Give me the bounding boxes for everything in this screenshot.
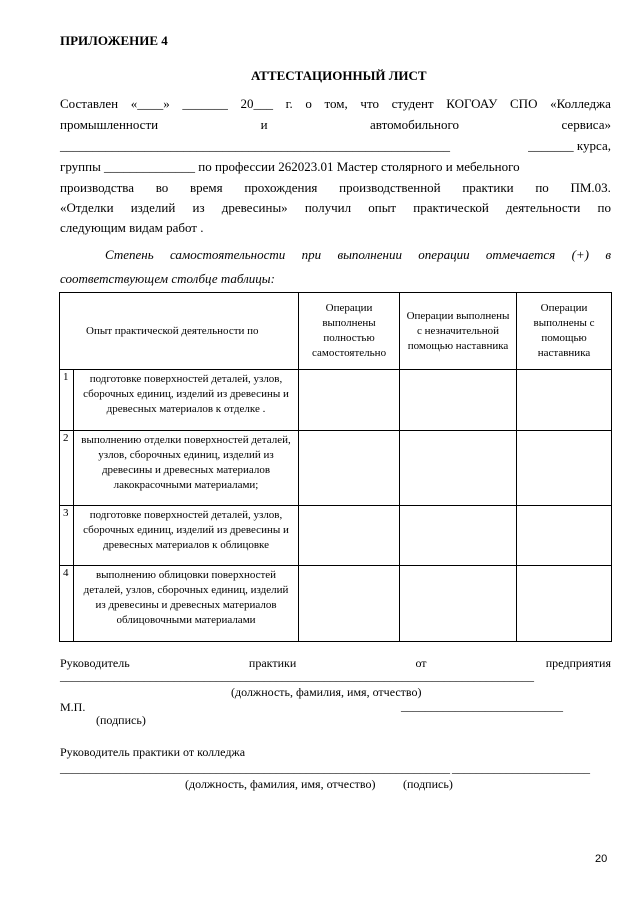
- supervisor-word: Руководитель: [60, 656, 130, 670]
- enterprise-name-caption: (должность, фамилия, имя, отчество): [231, 685, 422, 699]
- intro-line-6: [60, 200, 611, 216]
- intro-word: древесины»: [221, 200, 288, 215]
- intro-word: во: [155, 180, 169, 195]
- intro-word: г.: [285, 96, 293, 111]
- intro-word: автомобильного: [370, 117, 460, 132]
- cell-independent[interactable]: [299, 506, 400, 566]
- year-blank: 20___: [240, 96, 273, 111]
- cell-with-help[interactable]: [517, 566, 612, 642]
- intro-line-4: группы ______________ по профессии 262023.01 Мастер столярного и мебельного: [60, 159, 520, 174]
- enterprise-supervisor-blank[interactable]: _______________________________________________________________________________: [60, 669, 534, 683]
- intro-word: производства: [60, 180, 135, 195]
- intro-line-1: [60, 96, 611, 112]
- experience-table: [59, 292, 612, 642]
- intro-word: ПМ.03.: [570, 180, 611, 195]
- page-number: 20: [595, 853, 608, 865]
- cell-minor-help[interactable]: [400, 431, 517, 506]
- intro-line-5: [60, 180, 611, 196]
- college-supervisor-blank[interactable]: _________________________________________________________________: [60, 761, 450, 775]
- cell-with-help[interactable]: [517, 370, 612, 431]
- intro-word: Составлен: [60, 96, 119, 111]
- note-word: выполнении: [337, 247, 402, 262]
- table-row: [60, 370, 612, 431]
- intro-word: практической: [413, 200, 489, 215]
- row-number: 1: [60, 370, 74, 431]
- intro-word: производственной: [339, 180, 441, 195]
- stamp-label: М.П.: [60, 700, 86, 714]
- intro-word: сервиса»: [561, 117, 611, 132]
- student-name-blank: ____________________________________________________________: [60, 138, 450, 153]
- note-word: в: [605, 247, 611, 262]
- intro-word: прохождения: [244, 180, 318, 195]
- day-blank: «____»: [130, 96, 170, 111]
- intro-line-2: [60, 117, 611, 133]
- row-description: выполнению отделки поверхностей деталей, узлов, сборочных единиц, изделий из древесины и древесных материалов лакокрасочными материалами;: [74, 431, 299, 506]
- cell-minor-help[interactable]: [400, 566, 517, 642]
- table-header-row: [60, 293, 612, 370]
- intro-word: деятельности: [505, 200, 581, 215]
- cell-independent[interactable]: [299, 566, 400, 642]
- cell-minor-help[interactable]: [400, 370, 517, 431]
- cell-minor-help[interactable]: [400, 506, 517, 566]
- intro-word: опыт: [368, 200, 397, 215]
- intro-word: из: [192, 200, 205, 215]
- intro-word: «Отделки: [60, 200, 114, 215]
- intro-word: о: [305, 96, 312, 111]
- row-number: 2: [60, 431, 74, 506]
- row-description: подготовке поверхностей деталей, узлов, сборочных единиц, изделий из древесины и древесных материалов к отделке .: [74, 370, 299, 431]
- intro-word: по: [597, 200, 611, 215]
- note-line-2: соответствующем столбце таблицы:: [60, 271, 275, 286]
- row-number: 3: [60, 506, 74, 566]
- table-row: [60, 431, 612, 506]
- cell-with-help[interactable]: [517, 506, 612, 566]
- note-word: операции: [418, 247, 470, 262]
- row-description: выполнению облицовки поверхностей деталей, узлов, сборочных единиц, изделий из древесины и древесных материалов облицовочными материалами: [74, 566, 299, 642]
- intro-word: по: [535, 180, 549, 195]
- intro-word: промышленности: [60, 117, 159, 132]
- intro-word: студент: [391, 96, 434, 111]
- note-word: самостоятельности: [170, 247, 286, 262]
- college-signature-blank[interactable]: _______________________: [452, 761, 590, 775]
- enterprise-signature-blank[interactable]: ___________________________: [401, 699, 563, 713]
- table-row: [60, 506, 612, 566]
- course-blank: _______ курса,: [528, 138, 611, 153]
- signature-caption: (подпись): [96, 713, 146, 727]
- header-experience: [60, 293, 299, 370]
- college-supervisor-label: Руководитель практики от колледжа: [60, 745, 246, 759]
- note-line-1: [105, 247, 611, 263]
- header-experience-label: Опыт практической деятельности по: [86, 324, 259, 337]
- cell-with-help[interactable]: [517, 431, 612, 506]
- intro-word: «Колледжа: [550, 96, 611, 111]
- intro-word: том,: [324, 96, 348, 111]
- header-independent: Операции выполнены полностью самостоятельно: [299, 293, 400, 370]
- row-number: 4: [60, 566, 74, 642]
- intro-word: и: [260, 117, 268, 132]
- month-blank: _______: [182, 96, 228, 111]
- intro-word: получил: [304, 200, 352, 215]
- supervisor-word: предприятия: [545, 656, 611, 670]
- sheet-title: АТТЕСТАЦИОННЫЙ ЛИСТ: [251, 68, 427, 83]
- college-name-caption: (должность, фамилия, имя, отчество): [185, 777, 376, 791]
- note-word: (+): [571, 247, 589, 262]
- note-word: Степень: [105, 247, 154, 262]
- intro-word: КОГОАУ: [446, 96, 498, 111]
- intro-word: изделий: [130, 200, 176, 215]
- intro-word: что: [360, 96, 379, 111]
- header-minor-help: Операции выполнены с незначительной помощью наставника: [400, 293, 517, 370]
- cell-independent[interactable]: [299, 431, 400, 506]
- intro-word: практики: [462, 180, 514, 195]
- note-word: отмечается: [485, 247, 556, 262]
- college-signature-caption: (подпись): [403, 777, 453, 791]
- intro-word: СПО: [510, 96, 538, 111]
- supervisor-word: от: [415, 656, 427, 670]
- table-row: [60, 566, 612, 642]
- note-word: при: [301, 247, 322, 262]
- intro-line-7: следующим видам работ .: [60, 220, 204, 235]
- row-description: подготовке поверхностей деталей, узлов, сборочных единиц, изделий из древесины и древесных материалов к облицовке: [74, 506, 299, 566]
- intro-word: время: [190, 180, 223, 195]
- appendix-title: ПРИЛОЖЕНИЕ 4: [60, 33, 168, 48]
- cell-independent[interactable]: [299, 370, 400, 431]
- supervisor-word: практики: [248, 656, 297, 670]
- header-with-help: Операции выполнены с помощью наставника: [517, 293, 612, 370]
